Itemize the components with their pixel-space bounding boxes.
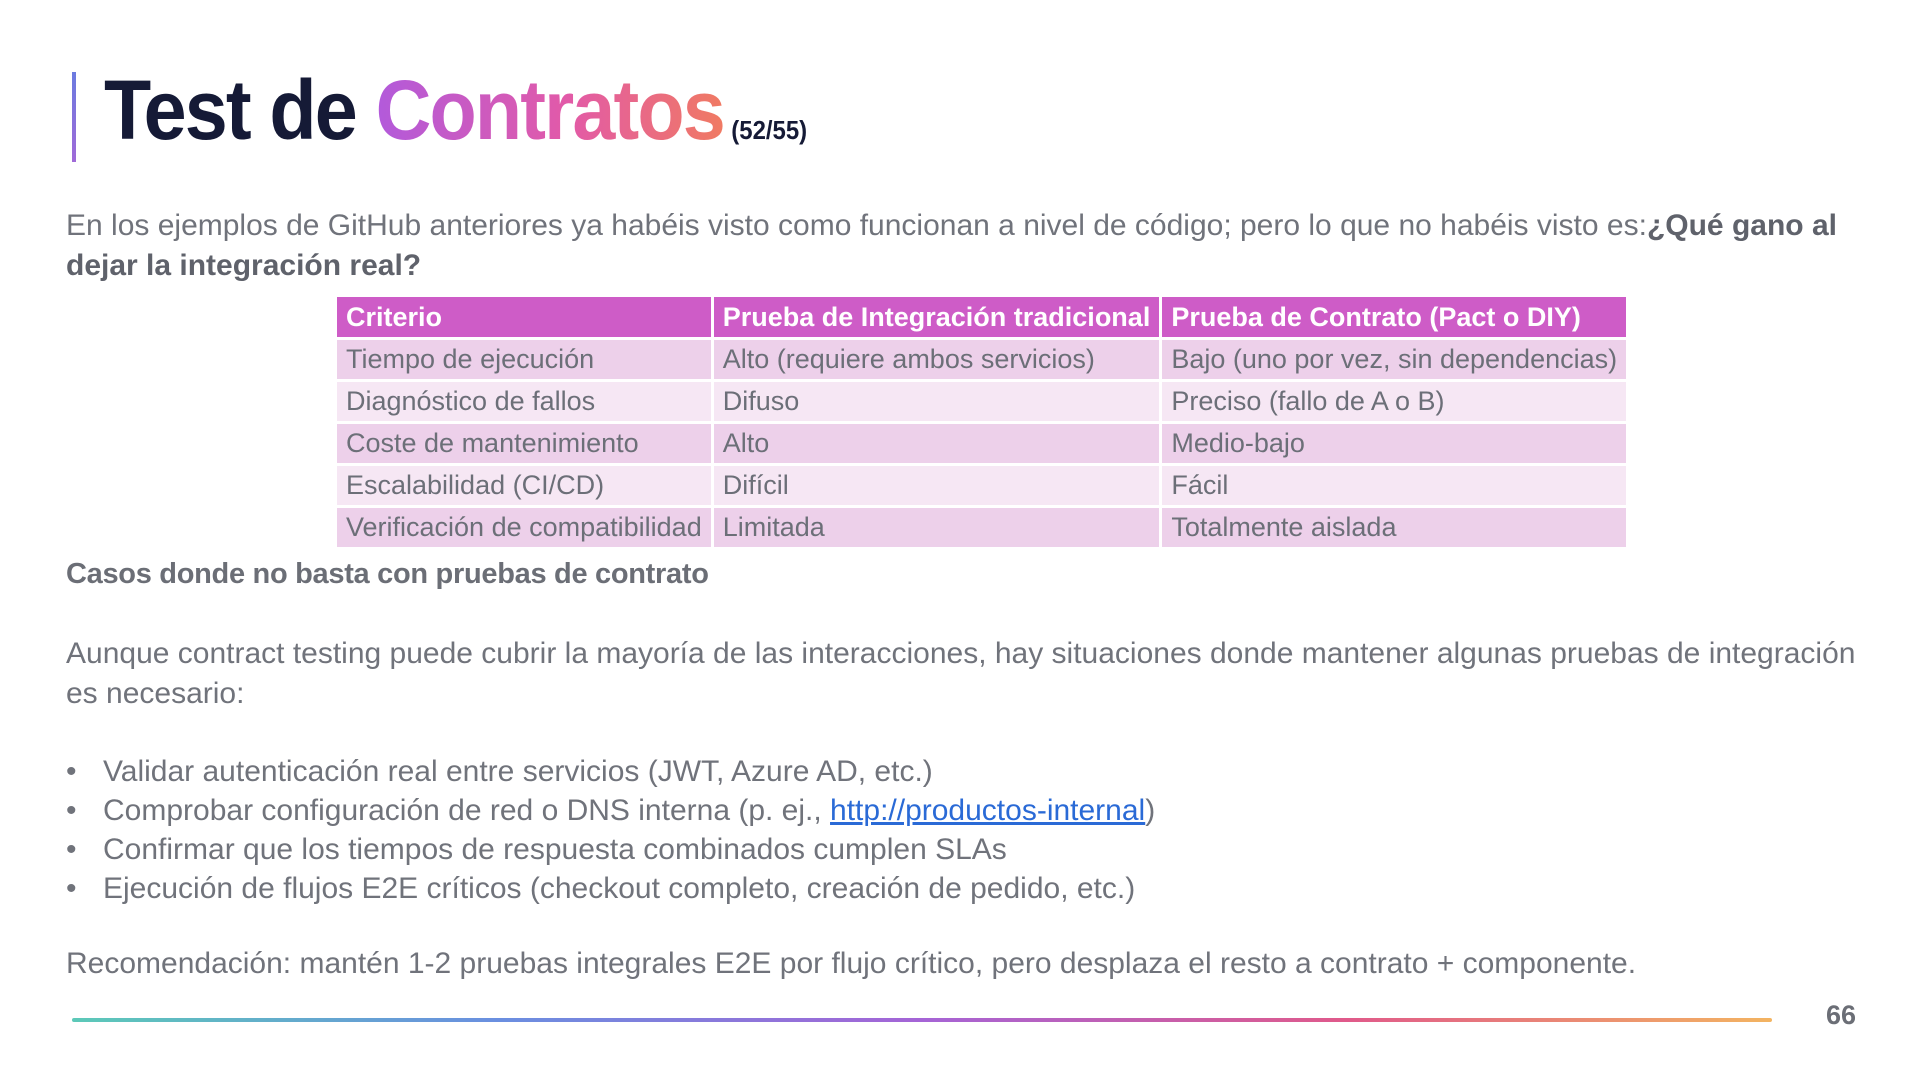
list-item-text: Ejecución de flujos E2E críticos (checkout completo, creación de pedido, etc.) (103, 872, 1136, 905)
list-item-text-end: ) (1145, 794, 1156, 827)
list-item-text: Confirmar que los tiempos de respuesta combinados cumplen SLAs (103, 833, 1007, 866)
intro-question: ¿Qué gano al dejar la integración real? (66, 209, 1837, 282)
table-cell: Difícil (712, 465, 1161, 507)
section-paragraph: Aunque contract testing puede cubrir la mayoría de las interacciones, hay situaciones donde mantener algunas pruebas de integración es necesario: (66, 637, 1856, 710)
comparison-table (334, 294, 1629, 550)
title-accent: Contratos (375, 63, 724, 157)
table-row (336, 465, 1628, 507)
slide-counter: (52/55) (731, 115, 808, 145)
section-heading: Casos donde no basta con pruebas de contrato (66, 558, 709, 590)
list-item (66, 869, 1155, 908)
table-cell: Escalabilidad (CI/CD) (336, 465, 713, 507)
productos-internal-link[interactable]: http://productos-internal (830, 794, 1146, 827)
table-row (336, 339, 1628, 381)
bullet-icon: • (66, 794, 77, 827)
intro-text: En los ejemplos de GitHub anteriores ya habéis visto como funcionan a nivel de código; pero lo que no habéis visto es: (66, 209, 1647, 242)
table-header-cell: Criterio (336, 296, 713, 339)
table-row (336, 423, 1628, 465)
table-cell: Difuso (712, 381, 1161, 423)
intro-paragraph (66, 206, 1856, 286)
page-number: 66 (1826, 1000, 1857, 1030)
footer-gradient-line (72, 1018, 1772, 1022)
bullet-icon: • (66, 755, 77, 788)
table-cell: Fácil (1161, 465, 1628, 507)
table-cell: Diagnóstico de fallos (336, 381, 713, 423)
table-header-cell: Prueba de Contrato (Pact o DIY) (1161, 296, 1628, 339)
recommendation-text: Recomendación: mantén 1-2 pruebas integrales E2E por flujo crítico, pero desplaza el resto a contrato + componente. (66, 947, 1637, 980)
table-cell: Verificación de compatibilidad (336, 507, 713, 549)
table-header-row (336, 296, 1628, 339)
bullet-icon: • (66, 872, 77, 905)
title-accent-bar (72, 72, 76, 162)
list-item (66, 752, 1155, 791)
list-item-text: Validar autenticación real entre servicios (JWT, Azure AD, etc.) (103, 755, 933, 788)
table-row (336, 381, 1628, 423)
bullet-list (66, 752, 1155, 908)
table-cell: Totalmente aislada (1161, 507, 1628, 549)
table-cell: Limitada (712, 507, 1161, 549)
table-cell: Medio-bajo (1161, 423, 1628, 465)
list-item (66, 830, 1155, 869)
list-item (66, 791, 1155, 830)
table-cell: Preciso (fallo de A o B) (1161, 381, 1628, 423)
list-item-text: Comprobar configuración de red o DNS interna (p. ej., (103, 794, 831, 827)
title-prefix: Test de (104, 63, 376, 157)
page-title (104, 60, 807, 180)
bullet-icon: • (66, 833, 77, 866)
table-cell: Coste de mantenimiento (336, 423, 713, 465)
table-cell: Alto (requiere ambos servicios) (712, 339, 1161, 381)
table-cell: Bajo (uno por vez, sin dependencias) (1161, 339, 1628, 381)
table-header-cell: Prueba de Integración tradicional (712, 296, 1161, 339)
table-cell: Alto (712, 423, 1161, 465)
table-cell: Tiempo de ejecución (336, 339, 713, 381)
table-row (336, 507, 1628, 549)
